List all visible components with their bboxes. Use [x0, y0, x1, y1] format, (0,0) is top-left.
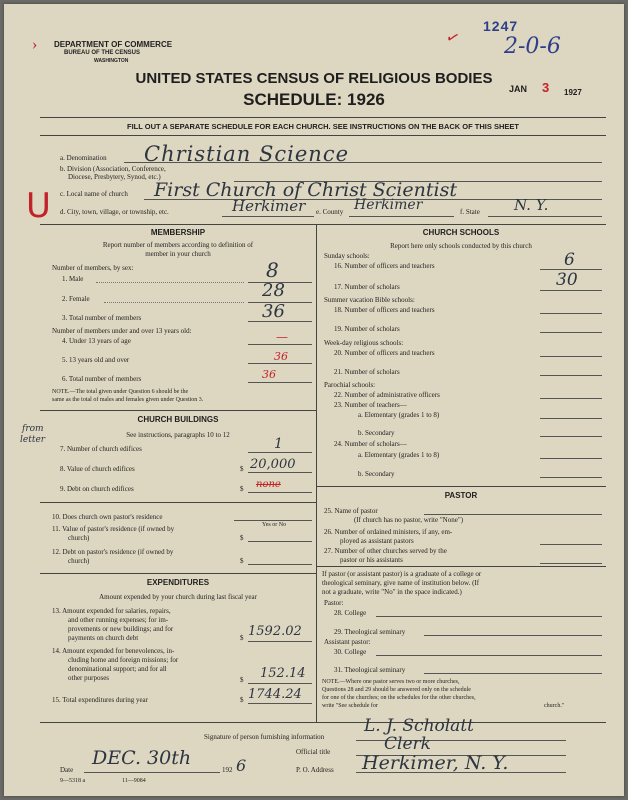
q27-label: 27. Number of other churches served by the — [324, 547, 447, 555]
q14-label-4: other purposes — [68, 674, 110, 682]
q16-label: 16. Number of officers and teachers — [334, 262, 435, 270]
q18-label: 18. Number of officers and teachers — [334, 306, 435, 314]
q24-label: 24. Number of scholars— — [334, 440, 407, 448]
q20-label: 20. Number of officers and teachers — [334, 349, 435, 357]
graduate-note-2: theological seminary, give name of institution below. (If — [322, 579, 480, 587]
margin-mark-u: U — [26, 186, 51, 226]
local-name-label: c. Local name of church — [60, 190, 128, 198]
q13-label: 13. Amount expended for salaries, repairs, — [52, 607, 171, 615]
q15-label: 15. Total expenditures during year — [52, 696, 148, 704]
stamp-year: 1927 — [564, 88, 582, 97]
q8-label: 8. Value of church edifices — [60, 465, 135, 473]
q13-label-2: and other running expenses; for im- — [68, 616, 169, 624]
q12-label: 12. Debt on pastor's residence (if owned by — [52, 548, 174, 556]
census-schedule-page — [4, 4, 624, 796]
stamp-month: JAN — [509, 84, 528, 94]
q21-label: 21. Number of scholars — [334, 368, 400, 376]
official-title-value: Clerk — [384, 734, 431, 754]
po-address-label: P. O. Address — [296, 766, 334, 774]
q26-label: 26. Number of ordained ministers, if any, em- — [324, 528, 453, 536]
pastor-note-1: NOTE.—Where one pastor serves two or more churches, — [322, 679, 460, 685]
q8-dollar: $ — [240, 465, 244, 473]
q9-dollar: $ — [240, 485, 244, 493]
county-label: e. County — [316, 208, 344, 216]
department-name: DEPARTMENT OF COMMERCE — [54, 40, 173, 49]
yes-no-hint: Yes or No — [262, 522, 287, 528]
q17-value: 30 — [556, 270, 578, 290]
membership-title: MEMBERSHIP — [150, 228, 206, 237]
q4-label: 4. Under 13 years of age — [62, 337, 131, 345]
division-label: b. Division (Association, Conference, — [60, 165, 166, 173]
q23b-label: b. Secondary — [358, 429, 395, 437]
q26-label-2: ployed as assistant pastors — [340, 537, 414, 545]
pastor-title: PASTOR — [444, 491, 478, 500]
county-value: Herkimer — [354, 197, 423, 213]
date-label: Date — [60, 766, 74, 774]
q3-value: 36 — [262, 301, 285, 322]
q25-label: 25. Name of pastor — [324, 507, 378, 515]
stamp-code: 2-0-6 — [504, 34, 561, 59]
q12-label-2: church) — [68, 557, 90, 565]
pastor-note-4b: church." — [544, 703, 565, 709]
buildings-intro: See instructions, paragraphs 10 to 12 — [126, 431, 230, 439]
q24a-label: a. Elementary (grades 1 to 8) — [358, 451, 440, 459]
graduate-note-1: If pastor (or assistant pastor) is a graduate of a college or — [322, 570, 482, 578]
q23-label: 23. Number of teachers— — [334, 401, 407, 409]
division-label-2: Diocese, Presbytery, Synod, etc.) — [68, 173, 161, 181]
sunday-schools-label: Sunday schools: — [324, 252, 370, 260]
q8-value: 20,000 — [250, 457, 296, 472]
po-address-value: Herkimer, N. Y. — [362, 752, 509, 774]
bureau-name: BUREAU OF THE CENSUS — [64, 50, 141, 56]
pastor-note-3: for one of the churches; on the schedules for the other churches, — [322, 695, 476, 701]
city-value: Herkimer — [232, 197, 306, 215]
q6-label: 6. Total number of members — [62, 375, 142, 383]
pastor-subhead: Pastor: — [324, 599, 344, 607]
stamp-number: 1247 — [483, 18, 519, 34]
q11-label: 11. Value of pastor's residence (if owned by — [52, 525, 175, 533]
q4-value: — — [276, 330, 288, 344]
age-intro-label: Number of members under and over 13 years old: — [52, 327, 192, 335]
membership-intro-1: Report number of members according to definition of — [102, 241, 254, 249]
assistant-pastor-subhead: Assistant pastor: — [324, 638, 371, 646]
membership-intro-2: member in your church — [145, 250, 211, 258]
church-schools-title: CHURCH SCHOOLS — [422, 228, 500, 237]
q17-label: 17. Number of scholars — [334, 283, 400, 291]
expenditures-intro: Amount expended by your church during last fiscal year — [99, 593, 257, 601]
q15-value: 1744.24 — [248, 687, 302, 702]
q13-label-3: provements or new buildings; and for — [68, 625, 174, 633]
instruction-line: FILL OUT A SEPARATE SCHEDULE FOR EACH CHURCH. SEE INSTRUCTIONS ON THE BACK OF THIS SHEET — [127, 122, 519, 131]
membership-note-2: same as the total of males and females given under Question 3. — [52, 397, 204, 403]
local-name-value: First Church of Christ Scientist — [154, 179, 457, 201]
q2-value: 28 — [262, 280, 285, 301]
q10-label: 10. Does church own pastor's residence — [52, 513, 163, 521]
q6-value: 36 — [262, 368, 276, 381]
q13-value: 1592.02 — [248, 624, 302, 639]
summer-schools-label: Summer vacation Bible schools: — [324, 296, 415, 304]
church-buildings-title: CHURCH BUILDINGS — [137, 415, 219, 424]
signature-label: Signature of person furnishing information — [204, 733, 325, 741]
date-value: DEC. 30th — [92, 747, 192, 769]
q14-value: 152.14 — [260, 666, 306, 681]
q28-label: 28. College — [334, 609, 367, 617]
q1-label: 1. Male — [62, 275, 84, 283]
q7-label: 7. Number of church edifices — [60, 445, 142, 453]
form-number-2: 11—9084 — [122, 778, 146, 784]
q14-label: 14. Amount expended for benevolences, in- — [52, 647, 175, 655]
q11-label-2: church) — [68, 534, 90, 542]
denomination-label: a. Denomination — [60, 154, 107, 162]
q13-dollar: $ — [240, 634, 244, 642]
year-prefix: 192 — [222, 766, 233, 774]
members-by-sex-label: Number of members, by sex: — [52, 264, 134, 272]
page-title: UNITED STATES CENSUS OF RELIGIOUS BODIES — [135, 70, 493, 87]
q14-label-2: cluding home and foreign missions; for — [68, 656, 179, 664]
q9-label: 9. Debt on church edifices — [60, 485, 134, 493]
q5-label: 5. 13 years old and over — [62, 356, 130, 364]
city-name: WASHINGTON — [94, 58, 129, 64]
denomination-value: Christian Science — [144, 142, 350, 166]
pastor-note-2: Questions 28 and 29 should be answered only on the schedule — [322, 687, 471, 693]
q16-value: 6 — [564, 250, 575, 270]
q22-label: 22. Number of administrative officers — [334, 391, 440, 399]
q5-value: 36 — [274, 350, 288, 363]
city-label: d. City, town, village, or township, etc. — [60, 208, 169, 216]
year-value: 6 — [236, 756, 247, 775]
q29-label: 29. Theological seminary — [334, 628, 406, 636]
check-mark-icon: ✓ — [443, 28, 462, 49]
signature-value: L. J. Scholatt — [364, 716, 474, 736]
q27-label-2: pastor or his assistants — [340, 556, 403, 564]
schedule-title: SCHEDULE: 1926 — [243, 90, 385, 109]
q23a-label: a. Elementary (grades 1 to 8) — [358, 411, 440, 419]
red-arrow-icon: › — [32, 36, 38, 53]
q24b-label: b. Secondary — [358, 470, 395, 478]
q14-label-3: denominational support; and for all — [68, 665, 167, 673]
q14-dollar: $ — [240, 676, 244, 684]
expenditures-title: EXPENDITURES — [146, 578, 210, 587]
q30-label: 30. College — [334, 648, 367, 656]
q2-label: 2. Female — [62, 295, 90, 303]
state-label: f. State — [460, 208, 480, 216]
pastor-note-4: write "See schedule for — [322, 703, 378, 709]
q19-label: 19. Number of scholars — [334, 325, 400, 333]
q12-dollar: $ — [240, 557, 244, 565]
q9-value: none — [256, 479, 281, 490]
graduate-note-3: not a graduate, write "No" in the space indicated.) — [322, 588, 462, 596]
stamp-day: 3 — [542, 80, 550, 95]
margin-note-letter: letter — [20, 435, 46, 445]
form-number: 9—5318 a — [60, 778, 86, 784]
weekday-schools-label: Week-day religious schools: — [324, 339, 404, 347]
q1-value: 8 — [266, 258, 279, 282]
parochial-schools-label: Parochial schools: — [324, 381, 376, 389]
q7-value: 1 — [274, 436, 283, 452]
q15-dollar: $ — [240, 696, 244, 704]
q25-note: (If church has no pastor, write "None") — [354, 516, 464, 524]
official-title-label: Official title — [296, 748, 331, 756]
margin-note-from: from — [22, 424, 44, 434]
membership-note-1: NOTE.—The total given under Question 6 should be the — [52, 389, 189, 395]
q31-label: 31. Theological seminary — [334, 666, 406, 674]
schools-intro: Report here only schools conducted by this church — [390, 242, 532, 250]
q11-dollar: $ — [240, 534, 244, 542]
q13-label-4: payments on church debt — [68, 634, 139, 642]
q3-label: 3. Total number of members — [62, 314, 142, 322]
state-value: N. Y. — [514, 196, 549, 214]
